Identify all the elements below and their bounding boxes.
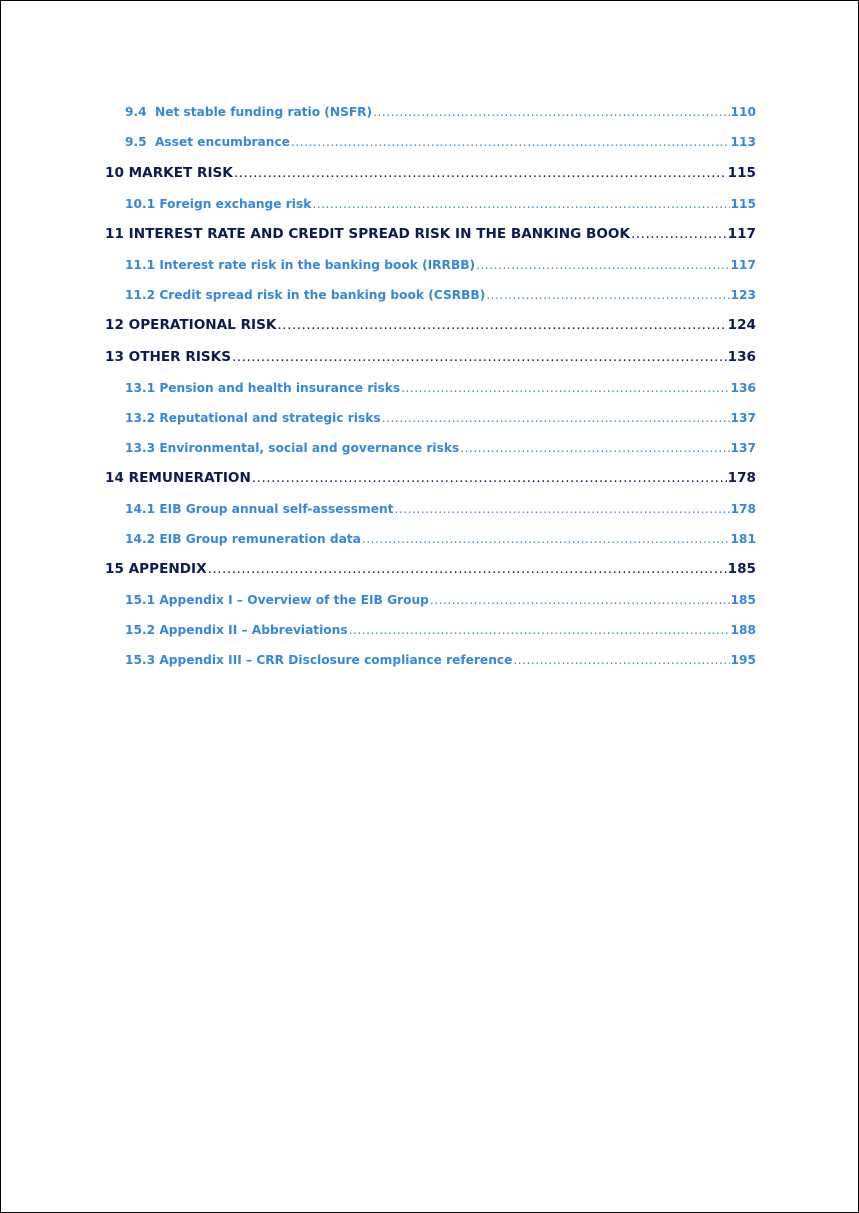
toc-entry-page: 178: [727, 470, 756, 486]
toc-entry-15-3[interactable]: [125, 653, 756, 667]
toc-leader-dots: [234, 165, 727, 181]
toc-entry-label: [125, 381, 400, 395]
toc-leader-dots: [252, 470, 727, 486]
toc-entry-label: [125, 502, 393, 516]
toc-entry-label: [125, 258, 475, 272]
toc-entry-number: 13: [105, 349, 124, 365]
toc-leader-dots: [394, 502, 729, 516]
toc-entry-label: [125, 532, 361, 546]
toc-leader-dots: [362, 532, 730, 546]
toc-entry-page: 136: [727, 349, 756, 365]
toc-entry-title: OTHER RISKS: [128, 349, 231, 365]
toc-entry-title: Appendix II – Abbreviations: [159, 623, 348, 637]
toc-entry-number: 11.1: [125, 258, 156, 272]
toc-entry-title: EIB Group annual self-assessment: [159, 502, 394, 516]
toc-entry-title: Appendix I – Overview of the EIB Group: [159, 593, 429, 607]
toc-entry-12[interactable]: [105, 317, 756, 333]
toc-entry-label: [105, 470, 251, 486]
toc-entry-page: 136: [730, 381, 756, 395]
toc-entry-label: [125, 288, 485, 302]
toc-entry-label: [105, 226, 630, 242]
toc-entry-title: Foreign exchange risk: [159, 197, 312, 211]
toc-entry-number: 9.5: [125, 135, 147, 149]
toc-leader-dots: [401, 381, 729, 395]
toc-leader-dots: [631, 226, 727, 242]
toc-entry-title: APPENDIX: [128, 561, 207, 577]
toc-entry-number: 13.1: [125, 381, 156, 395]
toc-entry-14-1[interactable]: [125, 502, 756, 516]
toc-entry-number: 15: [105, 561, 124, 577]
toc-entry-page: 181: [730, 532, 756, 546]
toc-leader-dots: [382, 411, 730, 425]
toc-entry-number: 15.2: [125, 623, 156, 637]
toc-leader-dots: [312, 197, 729, 211]
toc-leader-dots: [460, 441, 729, 455]
toc-entry-title: Appendix III – CRR Disclosure compliance reference: [159, 653, 513, 667]
toc-entry-title: EIB Group remuneration data: [159, 532, 361, 546]
toc-entry-label: [125, 411, 381, 425]
toc-entry-label: [105, 165, 233, 181]
toc-entry-label: [125, 653, 512, 667]
toc-entry-page: 117: [730, 258, 756, 272]
toc-entry-11-1[interactable]: [125, 258, 756, 272]
toc-entry-label: [125, 623, 348, 637]
toc-leader-dots: [513, 653, 729, 667]
toc-entry-page: 115: [730, 197, 756, 211]
toc-entry-title: INTEREST RATE AND CREDIT SPREAD RISK IN THE BANKING BOOK: [128, 226, 630, 242]
toc-entry-title: MARKET RISK: [128, 165, 233, 181]
toc-entry-label: [105, 349, 231, 365]
toc-entry-title: Net stable funding ratio (NSFR): [155, 105, 373, 119]
toc-entry-label: [105, 317, 276, 333]
toc-entry-title: Interest rate risk in the banking book (IRRBB): [159, 258, 476, 272]
toc-entry-9-5[interactable]: [125, 135, 756, 149]
toc-entry-number: 13.2: [125, 411, 156, 425]
toc-entry-13-2[interactable]: [125, 411, 756, 425]
toc-entry-number: 14.1: [125, 502, 156, 516]
toc-entry-13[interactable]: [105, 349, 756, 365]
toc-entry-label: [105, 561, 207, 577]
toc-entry-14[interactable]: [105, 470, 756, 486]
toc-entry-15[interactable]: [105, 561, 756, 577]
toc-entry-number: 11: [105, 226, 124, 242]
toc-leader-dots: [486, 288, 729, 302]
toc-entry-title: Environmental, social and governance risks: [159, 441, 460, 455]
toc-entry-10-1[interactable]: [125, 197, 756, 211]
toc-entry-title: Credit spread risk in the banking book (CSRBB): [159, 288, 486, 302]
toc-entry-13-3[interactable]: [125, 441, 756, 455]
toc-entry-number: 15.1: [125, 593, 156, 607]
toc-entry-15-2[interactable]: [125, 623, 756, 637]
toc-entry-number: 15.3: [125, 653, 156, 667]
toc-entry-label: [125, 593, 429, 607]
toc-entry-page: 178: [730, 502, 756, 516]
toc-entry-title: OPERATIONAL RISK: [128, 317, 277, 333]
toc-entry-15-1[interactable]: [125, 593, 756, 607]
toc-entry-page: 123: [730, 288, 756, 302]
toc-entry-page: 137: [730, 441, 756, 455]
toc-entry-title: Pension and health insurance risks: [159, 381, 401, 395]
toc-entry-page: 110: [730, 105, 756, 119]
toc-entry-label: [125, 197, 311, 211]
toc-leader-dots: [430, 593, 730, 607]
toc-entry-page: 185: [730, 593, 756, 607]
toc-entry-13-1[interactable]: [125, 381, 756, 395]
toc-entry-page: 137: [730, 411, 756, 425]
toc-entry-title: Reputational and strategic risks: [159, 411, 381, 425]
toc-entry-page: 185: [727, 561, 756, 577]
toc-leader-dots: [232, 349, 727, 365]
toc-entry-number: 13.3: [125, 441, 156, 455]
toc-leader-dots: [291, 135, 730, 149]
toc-entry-11-2[interactable]: [125, 288, 756, 302]
toc-entry-10[interactable]: [105, 165, 756, 181]
toc-entry-title: Asset encumbrance: [155, 135, 290, 149]
toc-entry-page: 195: [730, 653, 756, 667]
toc-entry-label: [125, 441, 459, 455]
toc-leader-dots: [373, 105, 729, 119]
toc-entry-number: 14.2: [125, 532, 156, 546]
toc-entry-page: 113: [730, 135, 756, 149]
toc-entry-page: 188: [730, 623, 756, 637]
toc-entry-page: 124: [727, 317, 756, 333]
toc-entry-label: [125, 105, 372, 119]
toc-leader-dots: [349, 623, 730, 637]
toc-entry-14-2[interactable]: [125, 532, 756, 546]
toc-leader-dots: [476, 258, 729, 272]
toc-entry-page: 117: [727, 226, 756, 242]
toc-leader-dots: [208, 561, 727, 577]
toc-entry-number: 10.1: [125, 197, 156, 211]
toc-entry-label: [125, 135, 290, 149]
toc-entry-11[interactable]: [105, 226, 756, 242]
toc-entry-page: 115: [727, 165, 756, 181]
toc-entry-9-4[interactable]: [125, 105, 756, 119]
toc-entry-number: 11.2: [125, 288, 156, 302]
toc-leader-dots: [277, 317, 726, 333]
toc-entry-title: REMUNERATION: [128, 470, 251, 486]
toc-entry-number: 9.4: [125, 105, 147, 119]
toc-entry-number: 14: [105, 470, 124, 486]
toc-entry-number: 10: [105, 165, 124, 181]
toc-entry-number: 12: [105, 317, 124, 333]
